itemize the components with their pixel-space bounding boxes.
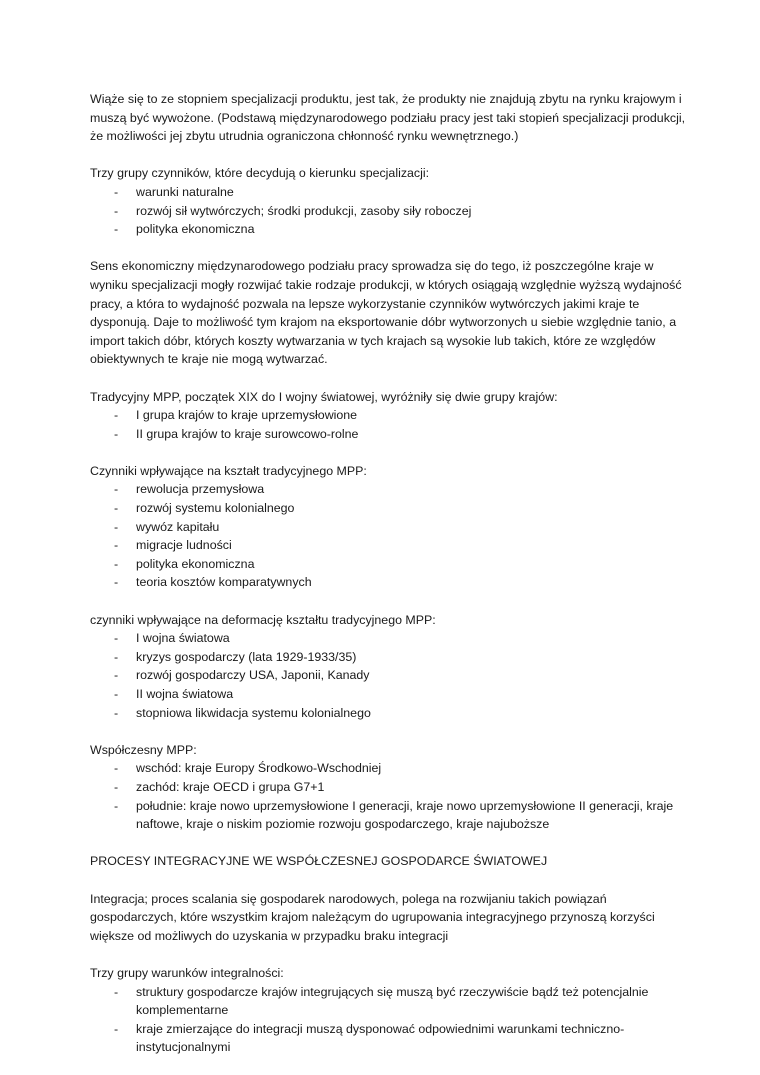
list-item: - rozwój gospodarczy USA, Japonii, Kanady: [90, 666, 690, 685]
bullet-list: [90, 629, 690, 722]
list-item: - zachód: kraje OECD i grupa G7+1: [90, 778, 690, 797]
bullet-list: [90, 406, 690, 443]
section-modern-mpp: [90, 741, 690, 834]
section-heading: czynniki wpływające na deformację kształtu tradycyjnego MPP:: [90, 612, 436, 627]
list-item: - struktury gospodarcze krajów integrujących się muszą być rzeczywiście bądź też potencjalnie komplementarne: [90, 983, 690, 1020]
list-item: - wywóz kapitału: [90, 518, 690, 537]
bullet-list: [90, 480, 690, 592]
bullet-list: [90, 759, 690, 833]
document-page: [90, 90, 690, 1075]
section-integration-conditions: [90, 964, 690, 1057]
paragraph-economic-sense: Sens ekonomiczny międzynarodowego podziału pracy sprowadza się do tego, iż poszczególne kraje w wyniku specjalizacji mogły rozwijać takie rodzaje produkcji, w których osiągają względnie wyższą wydajność pracy, a która to wydajność pozwala na lepsze wykorzystanie czynników wytwórczych jakimi kraje te dysponują. Daje to możliwość tym krajom na eksportowanie dóbr wytworzonych u siebie względnie tanio, a import takich dóbr, których koszty wytwarzania w tych krajach są wysokie lub takich, które ze względów obiektywnych te kraje nie mogą wytwarzać.: [90, 259, 682, 367]
list-item: - kryzys gospodarczy (lata 1929-1933/35): [90, 648, 690, 667]
list-item: - rewolucja przemysłowa: [90, 480, 690, 499]
section-heading: Trzy grupy czynników, które decydują o kierunku specjalizacji:: [90, 166, 430, 181]
section-traditional-mpp-factors: [90, 462, 690, 592]
section-deformation-factors: [90, 611, 690, 723]
section-heading: Współczesny MPP:: [90, 742, 197, 757]
list-item: - migracje ludności: [90, 536, 690, 555]
section-heading: Trzy grupy warunków integralności:: [90, 965, 284, 980]
list-item: - teoria kosztów komparatywnych: [90, 573, 690, 592]
paragraph-specialization: Wiąże się to ze stopniem specjalizacji produktu, jest tak, że produkty nie znajdują zbytu na rynku krajowym i muszą być wywożone. (Podstawą międzynarodowego podziału pracy jest taki stopień specjalizacji produkcji, że możliwości jej zbytu utrudnia ograniczona chłonność rynku wewnętrznego.): [90, 92, 686, 144]
list-item: - I grupa krajów to kraje uprzemysłowione: [90, 406, 690, 425]
list-item: - rozwój systemu kolonialnego: [90, 499, 690, 518]
list-item: - polityka ekonomiczna: [90, 555, 690, 574]
list-item: - wschód: kraje Europy Środkowo-Wschodniej: [90, 759, 690, 778]
section-title-integration: PROCESY INTEGRACYJNE WE WSPÓŁCZESNEJ GOSPODARCE ŚWIATOWEJ: [90, 854, 548, 869]
bullet-list: [90, 983, 690, 1057]
list-item: - kraje zmierzające do integracji muszą dysponować odpowiednimi warunkami techniczno-instytucjonalnymi: [90, 1020, 690, 1057]
list-item: - II wojna światowa: [90, 685, 690, 704]
section-specialization-factors: [90, 164, 690, 238]
list-item: - I wojna światowa: [90, 629, 690, 648]
paragraph-integration-definition: Integracja; proces scalania się gospodarek narodowych, polega na rozwijaniu takich powiązań gospodarczych, które wszystkim krajom należącym do ugrupowania integracyjnego przynoszą korzyści większe od możliwych do uzyskania w przypadku braku integracji: [90, 891, 655, 943]
section-heading: Czynniki wpływające na kształt tradycyjnego MPP:: [90, 463, 367, 478]
list-item: - stopniowa likwidacja systemu kolonialnego: [90, 704, 690, 723]
list-item: - warunki naturalne: [90, 183, 690, 202]
section-traditional-mpp: [90, 388, 690, 444]
list-item: - polityka ekonomiczna: [90, 220, 690, 239]
section-heading: Tradycyjny MPP, początek XIX do I wojny światowej, wyróżniły się dwie grupy krajów:: [90, 389, 558, 404]
list-item: - II grupa krajów to kraje surowcowo-rolne: [90, 425, 690, 444]
list-item: - południe: kraje nowo uprzemysłowione I generacji, kraje nowo uprzemysłowione II generacji, kraje naftowe, kraje o niskim poziomie rozwoju gospodarczego, kraje najuboższe: [90, 797, 690, 834]
list-item: - rozwój sił wytwórczych; środki produkcji, zasoby siły roboczej: [90, 202, 690, 221]
bullet-list: [90, 183, 690, 239]
